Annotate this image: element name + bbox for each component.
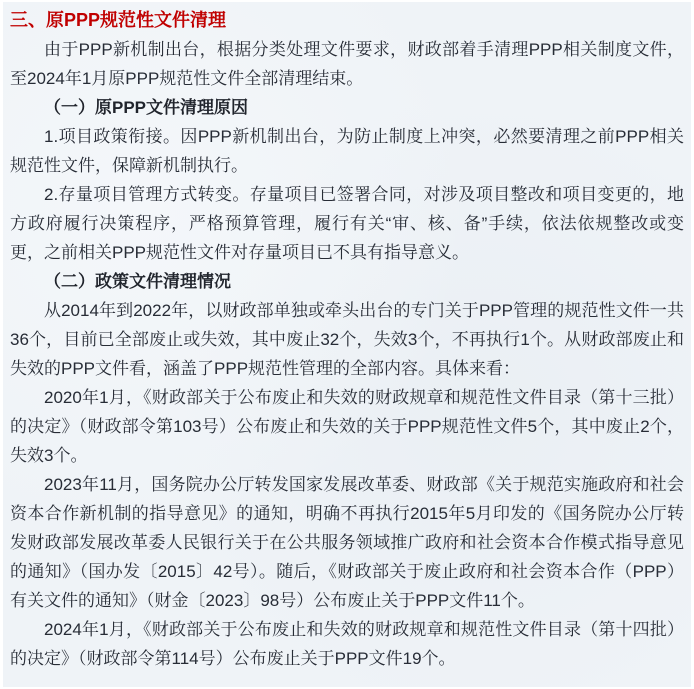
subheading-cleanup-status: （二）政策文件清理情况	[44, 272, 231, 291]
paragraph-existing-projects: 2.存量项目管理方式转变。存量项目已签署合同，对涉及项目整改和项目变更的，地方政府履行决策程序，严格预算管理，履行有关“审、核、备”手续，依法依规整改或变更，之前相关PPP规范性文件对存量项目已不具有指导意义。	[10, 185, 684, 262]
article-body	[3, 2, 691, 687]
intro-paragraph: 由于PPP新机制出台，根据分类处理文件要求，财政部着手清理PPP相关制度文件，至2024年1月原PPP规范性文件全部清理结束。	[10, 40, 684, 88]
paragraph-overview-2014-2022: 从2014年到2022年，以财政部单独或牵头出台的专门关于PPP管理的规范性文件一共36个，目前已全部废止或失效，其中废止32个，失效3个，不再执行1个。从财政部废止和失效的PPP文件看，涵盖了PPP规范性管理的全部内容。具体来看：	[10, 301, 684, 378]
paragraph-2020-january: 2020年1月，《财政部关于公布废止和失效的财政规章和规范性文件目录（第十三批）的决定》（财政部令第103号）公布废止和失效的关于PPP规范性文件5个，其中废止2个，失效3个。	[10, 388, 684, 465]
paragraph-2023-november: 2023年11月，国务院办公厅转发国家发展改革委、财政部《关于规范实施政府和社会资本合作新机制的指导意见》的通知，明确不再执行2015年5月印发的《国务院办公厅转发财政部发展改革委人民银行关于在公共服务领域推广政府和社会资本合作模式指导意见的通知》（国办发〔2015〕42号）。随后，《财政部关于废止政府和社会资本合作（PPP）有关文件的通知》（财金〔2023〕98号）公布废止关于PPP文件11个。	[10, 475, 684, 610]
paragraph-policy-link: 1.项目政策衔接。因PPP新机制出台，为防止制度上冲突，必然要清理之前PPP相关规范性文件，保障新机制执行。	[10, 127, 684, 175]
paragraph-2024-january: 2024年1月，《财政部关于公布废止和失效的财政规章和规范性文件目录（第十四批）的决定》（财政部令第114号）公布废止关于PPP文件19个。	[10, 620, 684, 668]
subheading-cleanup-reason: （一）原PPP文件清理原因	[44, 98, 249, 117]
section-heading: 三、原PPP规范性文件清理	[10, 10, 227, 30]
